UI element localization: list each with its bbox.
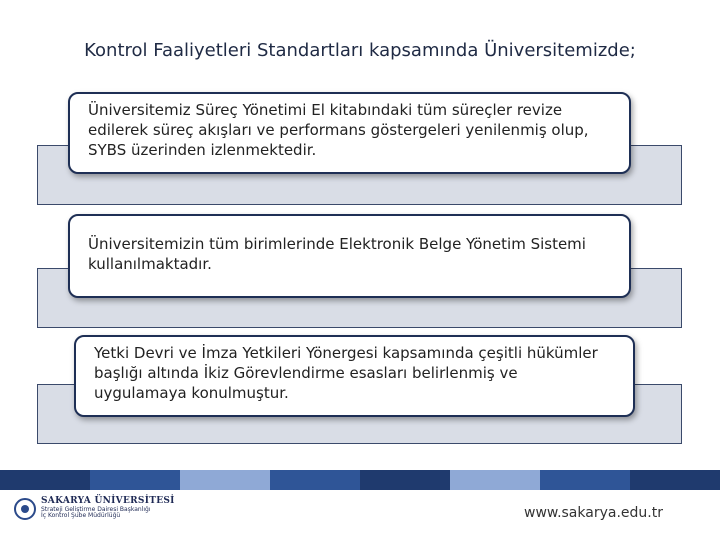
logo-subtitle: İç Kontrol Şube Müdürlüğü xyxy=(41,512,121,520)
logo-name: SAKARYA ÜNİVERSİTESİ xyxy=(41,496,175,506)
footer-color-segment xyxy=(90,470,180,490)
university-emblem-icon xyxy=(14,498,36,520)
footer-color-segment xyxy=(0,470,90,490)
footer-color-segment xyxy=(450,470,540,490)
list-item: Üniversitemiz Süreç Yönetimi El kitabındaki tüm süreçler revize edilerek süreç akışları ve performans göstergeleri yenilenmiş olup, SYBS üzerinden izlenmektedir. xyxy=(68,92,631,174)
footer-color-segment xyxy=(630,470,720,490)
university-logo xyxy=(14,497,175,520)
footer-color-segment xyxy=(540,470,630,490)
footer-color-bar xyxy=(0,470,720,490)
list-item: Yetki Devri ve İmza Yetkileri Yönergesi kapsamında çeşitli hükümler başlığı altında İkiz Görevlendirme esasları belirlenmiş ve uygulamaya konulmuştur. xyxy=(74,335,635,417)
list-item: Üniversitemizin tüm birimlerinde Elektronik Belge Yönetim Sistemi kullanılmaktadır. xyxy=(68,214,631,298)
logo-subtitle: Strateji Geliştirme Dairesi Başkanlığı xyxy=(41,505,151,513)
slide-title: Kontrol Faaliyetleri Standartları kapsamında Üniversitemizde; xyxy=(84,40,636,61)
footer-color-segment xyxy=(360,470,450,490)
website-url: www.sakarya.edu.tr xyxy=(524,505,663,521)
footer-color-segment xyxy=(180,470,270,490)
footer-color-segment xyxy=(270,470,360,490)
